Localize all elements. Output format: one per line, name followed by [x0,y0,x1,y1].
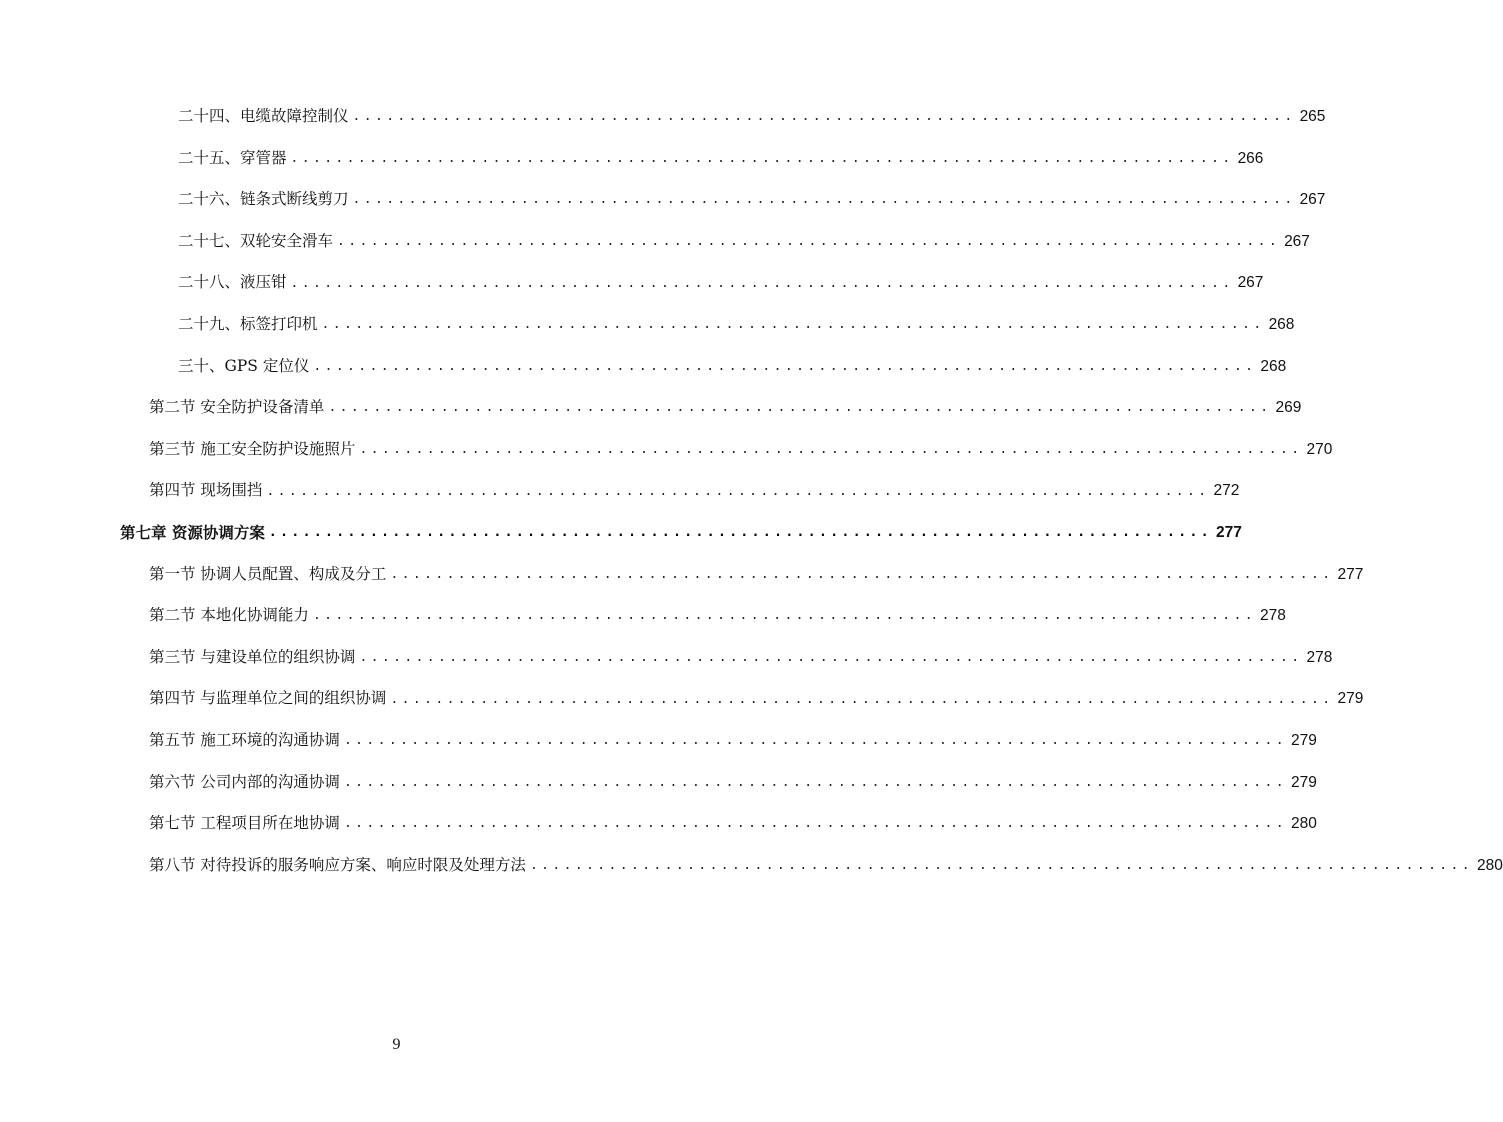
toc-entry-page: 272 [1213,482,1240,500]
toc-entry-page: 280 [1290,815,1317,833]
dot-leader: .................................................................................... [321,317,1265,333]
toc-entry-title: 第六节 公司内部的沟通协调 [149,772,340,791]
toc-entry-page: 266 [1237,149,1264,167]
toc-entry-title: 第八节 对待投诉的服务响应方案、响应时限及处理方法 [149,855,526,874]
dot-leader: .................................................................................... [337,234,1281,250]
toc-entry-page: 265 [1299,108,1326,126]
toc-entry-title: 第四节 与监理单位之间的组织协调 [149,689,387,708]
toc-entry-page: 279 [1337,690,1364,708]
dot-leader: .................................................................................... [312,608,1256,624]
toc-entry-title: 第一节 协调人员配置、构成及分工 [149,564,387,583]
toc-entry-title: 二十六、链条式断线剪刀 [178,190,349,209]
toc-chapter-entry[interactable] [0,512,1242,554]
toc-entry[interactable] [0,845,1503,887]
toc-entry-page: 269 [1275,399,1302,417]
toc-entry-page: 267 [1284,232,1310,250]
toc-entry-title: 第七节 工程项目所在地协调 [149,814,340,833]
toc-entry-page: 278 [1306,648,1333,666]
toc-entry-page: 280 [1476,856,1503,874]
toc-entry-page: 278 [1259,607,1286,625]
toc-entry[interactable] [0,221,1310,263]
toc-entry-page: 277 [1215,523,1242,541]
toc-entry-title: 二十四、电缆故障控制仪 [178,107,349,126]
toc-entry-title: 二十九、标签打印机 [178,315,318,334]
toc-entry-title: 第二节 本地化协调能力 [149,606,309,625]
toc-entry[interactable] [0,179,1326,221]
dot-leader: .................................................................................... [328,400,1272,416]
toc-entry-title: 第七章 资源协调方案 [120,522,265,542]
toc-entry[interactable] [0,387,1302,429]
dot-leader: .................................................................................... [343,774,1287,790]
toc-entry[interactable] [0,803,1317,845]
dot-leader: .................................................................................... [390,691,1334,707]
toc-entry-page: 279 [1290,773,1317,791]
dot-leader: .................................................................................... [290,275,1234,291]
dot-leader: .................................................................................... [290,150,1234,166]
toc-entry-page: 277 [1337,565,1364,583]
dot-leader: .................................................................................... [343,733,1287,749]
dot-leader: .................................................................................... [313,358,1257,374]
toc-entry-title: 第五节 施工环境的沟通协调 [149,730,340,749]
dot-leader: .................................................................................... [343,816,1287,832]
toc-entry-page: 267 [1299,191,1326,209]
toc-entry[interactable] [0,637,1333,679]
toc-entry-title: 二十七、双轮安全滑车 [178,231,334,250]
toc-entry-page: 268 [1268,316,1295,334]
dot-leader: .................................................................................... [266,483,1210,499]
toc-entry-page: 268 [1260,357,1287,375]
toc-entry-title: 二十五、穿管器 [178,148,287,167]
toc-entry[interactable] [0,96,1326,138]
toc-entry[interactable] [0,678,1364,720]
toc-entry[interactable] [0,262,1264,304]
dot-leader: .................................................................................... [352,192,1296,208]
toc-entry-page: 270 [1306,440,1333,458]
toc-entry[interactable] [0,470,1240,512]
toc-entry-page: 279 [1290,731,1317,749]
toc-entry[interactable] [0,304,1295,346]
table-of-contents [0,96,1503,886]
dot-leader: .................................................................................... [268,525,1212,541]
toc-entry[interactable] [0,554,1364,596]
toc-entry-page: 267 [1237,274,1264,292]
toc-entry-title: 二十八、液压钳 [178,273,287,292]
toc-entry-title: 第二节 安全防护设备清单 [149,398,325,417]
toc-entry[interactable] [0,346,1287,388]
page-number: 9 [392,1036,401,1053]
toc-entry-title: 第三节 施工安全防护设施照片 [149,439,356,458]
toc-entry[interactable] [0,138,1264,180]
dot-leader: .................................................................................... [529,857,1473,873]
toc-entry-title: 第三节 与建设单位的组织协调 [149,647,356,666]
toc-entry[interactable] [0,429,1333,471]
toc-entry[interactable] [0,762,1317,804]
dot-leader: .................................................................................... [359,650,1303,666]
toc-entry[interactable] [0,720,1317,762]
dot-leader: .................................................................................... [352,109,1296,125]
toc-entry[interactable] [0,595,1286,637]
dot-leader: .................................................................................... [390,566,1334,582]
toc-entry-title: 三十、GPS 定位仪 [178,356,310,375]
toc-entry-title: 第四节 现场围挡 [149,481,263,500]
dot-leader: .................................................................................... [359,442,1303,458]
